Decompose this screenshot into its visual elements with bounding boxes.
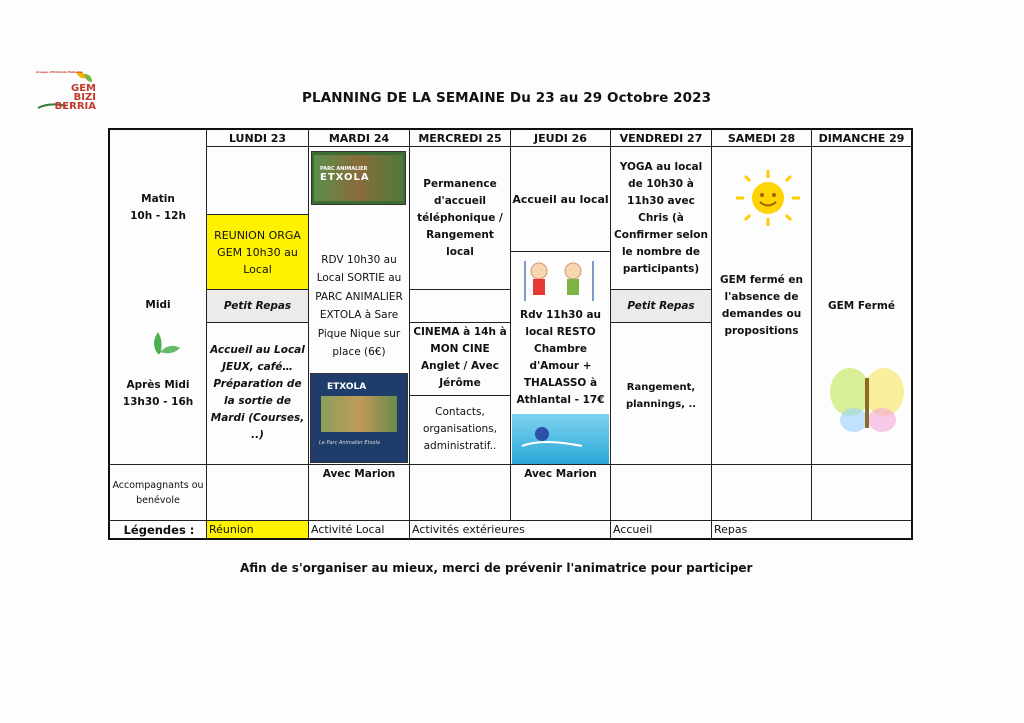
etxola-poster-top: PARC ANIMALIER ETXOLA	[311, 151, 406, 205]
logo-name: GEM BIZI BERRIA	[54, 83, 96, 112]
legend-activites-exterieures: Activités extérieures	[412, 523, 525, 536]
row-label-accompagnants: Accompagnants ou benévole	[112, 480, 204, 506]
swimmer-illustration	[512, 414, 609, 464]
legend-label: Légendes :	[123, 522, 195, 537]
page-title: PLANNING DE LA SEMAINE Du 23 au 29 Octobre 2023	[302, 90, 712, 106]
lundi-matin-cell: REUNION ORGA GEM 10h30 au Local	[207, 215, 308, 289]
mardi-accompagnant: Avec Marion	[322, 467, 396, 480]
footer-note: Afin de s'organiser au mieux, merci de prévenir l'animatrice pour participer	[240, 561, 753, 575]
dimanche-cell: GEM Fermé	[827, 299, 895, 312]
legend-accueil: Accueil	[613, 523, 653, 536]
colorful-butterfly-icon	[824, 362, 912, 436]
row-label-matin: Matin 10h - 12h	[130, 193, 186, 222]
header-samedi: SAMEDI 28	[727, 131, 796, 145]
vendredi-yoga-cell: YOGA au local de 10h30 à 11h30 avec Chris (à Confirmer selon le nombre de participants)	[614, 160, 708, 275]
samedi-cell: GEM fermé en l'absence de demandes ou propositions	[719, 274, 804, 337]
mardi-sortie-cell: RDV 10h30 au Local SORTIE au PARC ANIMALIER EXTOLA à Sare Pique Nique sur place (6€)	[315, 253, 403, 358]
header-vendredi: VENDREDI 27	[619, 131, 703, 145]
sun-icon	[733, 168, 803, 228]
logo-subtext: Groupe d'Entraide Mutuelle	[36, 70, 83, 74]
jeudi-matin-cell: Accueil au local	[512, 192, 609, 206]
mercredi-matin-cell: Permanence d'accueil téléphonique / Rangement local	[417, 177, 503, 258]
row-label-apres-midi: Après Midi 13h30 - 16h	[122, 379, 194, 408]
header-mardi: MARDI 24	[328, 131, 390, 145]
lundi-midi-cell: Petit Repas	[207, 290, 308, 322]
butterfly-icon	[146, 330, 182, 358]
legend-reunion: Réunion	[207, 521, 308, 538]
jeudi-resto-thalasso-cell: Rdv 11h30 au local RESTO Chambre d'Amour + THALASSO à Athlantal - 17€	[516, 309, 605, 406]
jeudi-accompagnant: Avec Marion	[524, 467, 597, 480]
vendredi-apres-cell: Rangement, plannings, ..	[625, 382, 697, 410]
header-mercredi: MERCREDI 25	[418, 131, 502, 145]
kids-cutlery-illustration	[521, 259, 599, 305]
legend-repas: Repas	[714, 523, 748, 536]
row-label-midi: Midi	[145, 298, 171, 311]
header-lundi: LUNDI 23	[228, 131, 287, 145]
lundi-apres-cell: Accueil au Local JEUX, café… Préparation de la sortie de Mardi (Courses, ..)	[210, 343, 305, 441]
legend-activite-local: Activité Local	[311, 523, 385, 536]
gem-logo	[36, 70, 98, 120]
header-dimanche: DIMANCHE 29	[818, 131, 905, 145]
header-jeudi: JEUDI 26	[534, 131, 587, 145]
vendredi-midi-cell: Petit Repas	[611, 290, 711, 322]
mercredi-cinema-cell: CINEMA à 14h à MON CINE Anglet / Avec Jérôme	[413, 326, 507, 389]
mercredi-contacts-cell: Contacts, organisations, administratif..	[422, 405, 498, 452]
etxola-poster-bottom: ETXOLA Le Parc Animalier Etxola	[310, 373, 408, 463]
